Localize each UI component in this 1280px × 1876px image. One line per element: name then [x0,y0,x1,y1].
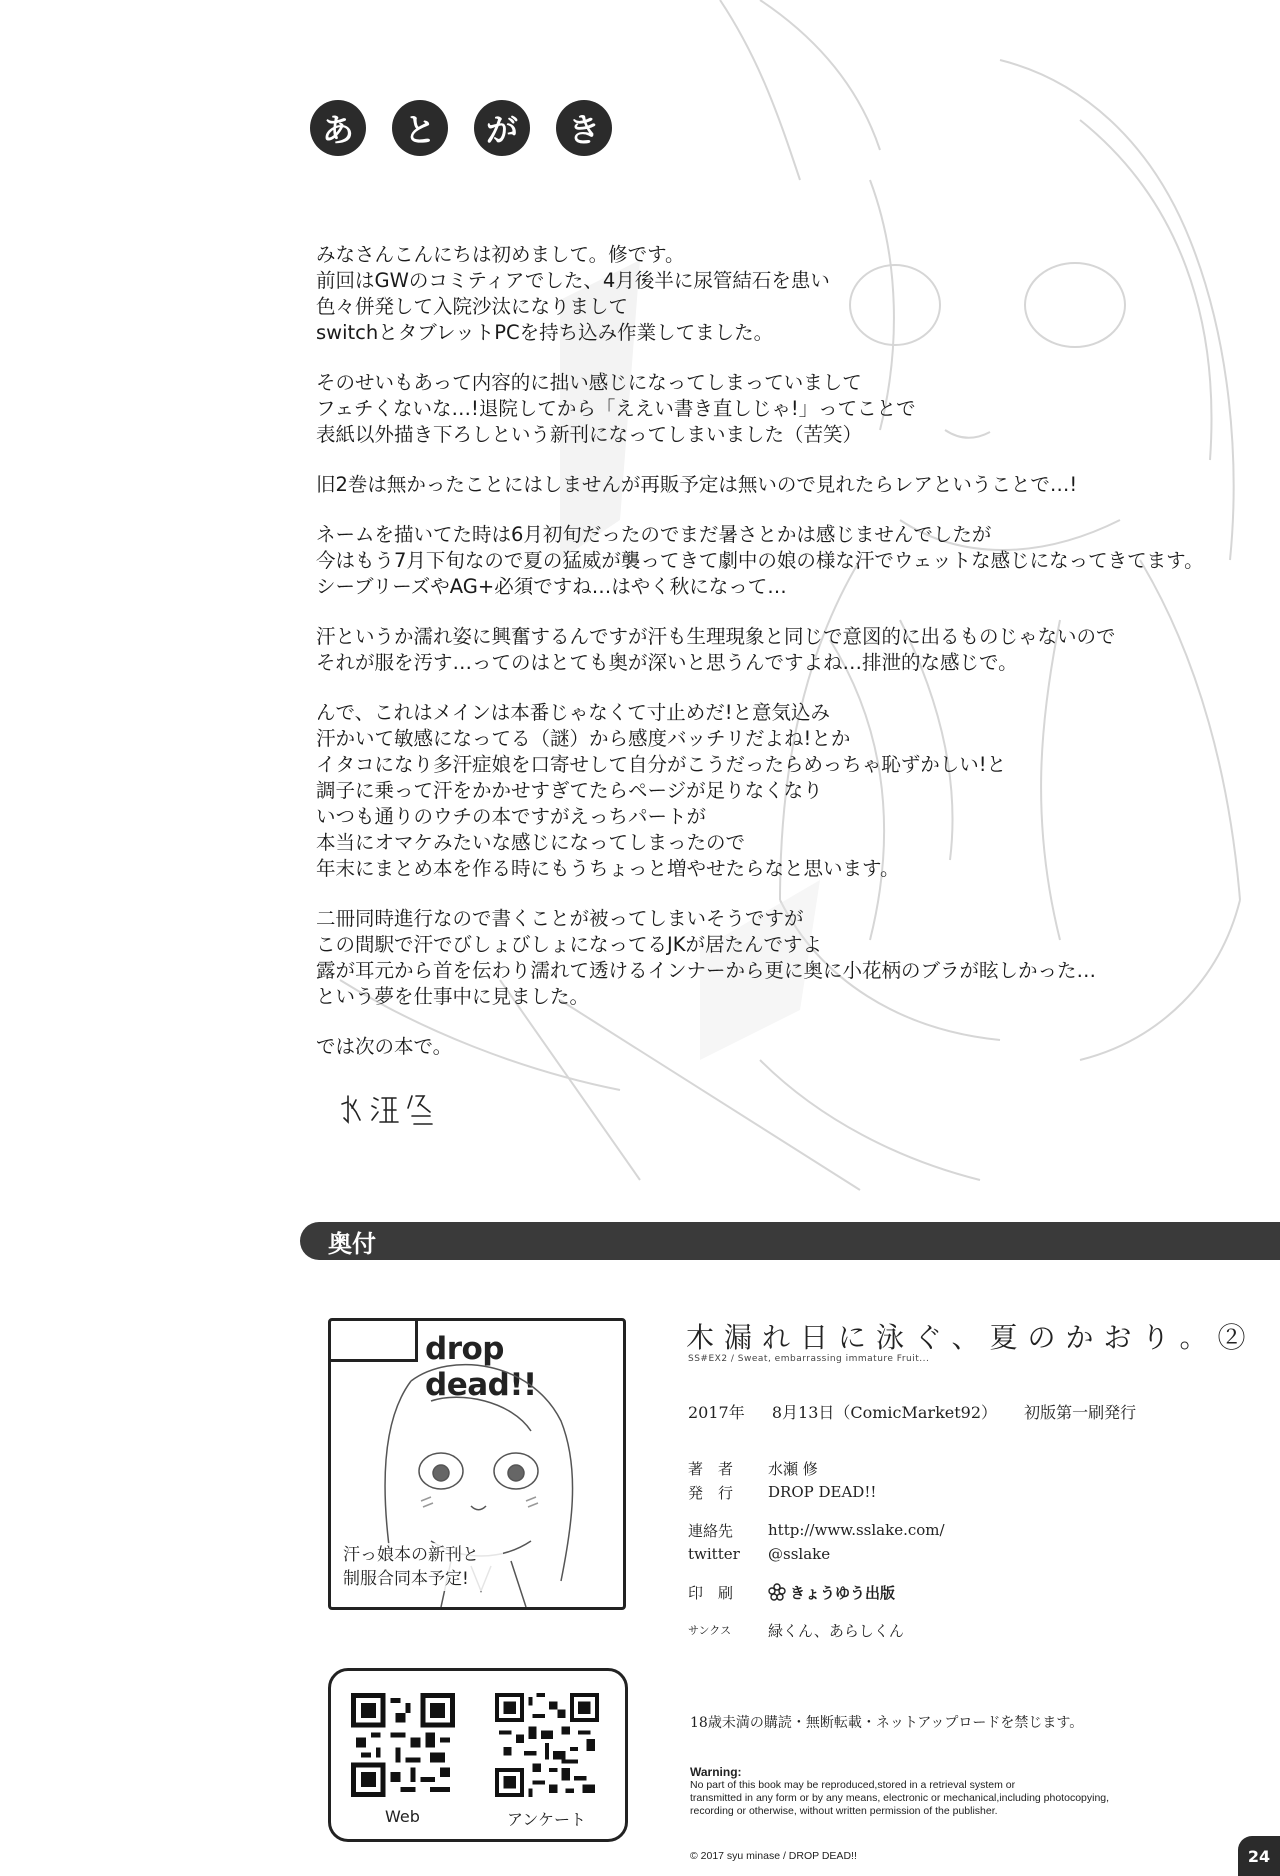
credit-key: twitter [688,1545,740,1563]
promo-note [343,1543,503,1591]
text-line: 旧2巻は無かったことにはしませんが再販予定は無いので見れたらレアということで…! [316,473,1078,496]
text-line: ネームを描いてた時は6月初旬だったのでまだ暑さとかは感じませんでしたが [316,523,992,546]
text-line: 色々併発して入院沙汰になりまして [316,295,629,318]
survey-qr-code[interactable] [495,1693,599,1797]
text-line: いつも通りのウチの本ですがえっちパートが [316,805,707,828]
text-line: そのせいもあって内容的に拙い感じになってしまっていまして [316,371,862,394]
text-line: では次の本で。 [316,1035,453,1058]
credit-key: 連絡先 [688,1521,734,1540]
afterword-body [316,242,1236,1084]
heading-char: と [392,100,448,156]
credit-value: 水瀬 修 [768,1459,818,1478]
pub-edition: 初版第一刷発行 [1024,1403,1137,1422]
warning-heading: Warning: [690,1765,742,1779]
credit-row [688,1456,945,1480]
warning-line: No part of this book may be reproduced,stored in a retrieval system or [690,1779,1016,1791]
book-title: 木漏れ日に泳ぐ、夏のかおり。② [686,1321,1256,1354]
heading-char: が [474,100,530,156]
circle-logo: drop dead!! [425,1331,537,1403]
afterword-paragraph [316,624,1236,676]
age-restriction-notice: 18歳未満の購読・無断転載・ネットアップロードを禁じます。 [690,1715,1084,1731]
text-line: みなさんこんにちは初めまして。修です。 [316,243,685,266]
pub-year: 2017年 [688,1403,745,1422]
warning-line: transmitted in any form or by any means, electronic or mechanical,including photocopying, [690,1792,1110,1804]
text-line: 汗かいて敏感になってる（謎）から感度バッチリだよね!とか [316,727,851,750]
credit-value: DROP DEAD!! [768,1483,877,1501]
afterword-heading [310,100,612,156]
twitter-handle: @sslake [768,1545,831,1563]
text-line: 本当にオマケみたいな感じになってしまったので [316,831,746,854]
web-qr-label: Web [385,1807,420,1826]
text-line: 今はもう7月下旬なので夏の猛威が襲ってきて劇中の娘の様な汗でウェットな感じになってきてます。 [316,549,1204,572]
afterword-paragraph [316,472,1236,498]
text-line: んで、これはメインは本番じゃなくて寸止めだ!と意気込み [316,701,831,724]
credit-row [688,1580,945,1604]
text-line: という夢を仕事中に見ました。 [316,985,590,1008]
copyright-warning [690,1766,1170,1818]
credit-key: 著 者 [688,1459,734,1478]
afterword-paragraph [316,1034,1236,1060]
page-number: 24 [1238,1836,1280,1876]
colophon-band [300,1222,1280,1260]
credit-row [688,1518,945,1542]
promo-note-line: 制服合同本予定! [343,1569,469,1589]
copyright-line: © 2017 syu minase / DROP DEAD!! [690,1850,857,1862]
afterword-paragraph [316,242,1236,346]
credit-row [688,1480,945,1504]
afterword-paragraph [316,700,1236,882]
publication-date [688,1400,1158,1423]
pub-day: 8月13日（ComicMarket92） [771,1403,998,1422]
credit-key: サンクス [688,1624,732,1637]
credit-key: 印 刷 [688,1583,734,1602]
printer-logo [768,1582,895,1603]
colophon-label: 奥付 [328,1229,376,1258]
promo-note-line: 汗っ娘本の新刊と [343,1545,479,1565]
website-link[interactable]: http://www.sslake.com/ [768,1521,945,1539]
text-line: 露が耳元から首を伝わり濡れて透けるインナーから更に奥に小花柄のブラが眩しかった… [316,959,1097,982]
credit-key: 発 行 [688,1483,734,1502]
survey-qr-label: アンケート [507,1810,587,1829]
printer-name: きょうゆう出版 [790,1583,896,1602]
text-line: 表紙以外描き下ろしという新刊になってしまいました（苦笑） [316,423,863,446]
promo-tab [331,1321,418,1362]
promo-box [328,1318,626,1610]
text-line: 汗というか濡れ姿に興奮するんですが汗も生理現象と同じで意図的に出るものじゃないので [316,625,1116,648]
heading-char: あ [310,100,366,156]
warning-line: recording or otherwise, without written permission of the publisher. [690,1805,998,1817]
text-line: 年末にまとめ本を作る時にもうちょっと増やせたらなと思います。 [316,857,900,880]
credit-value: 緑くん、あらしくん [768,1621,904,1640]
credit-row [688,1618,945,1642]
handwritten-signature [340,1082,460,1132]
text-line: それが服を汚す…ってのはとても奥が深いと思うんですよね…排泄的な感じで。 [316,651,1018,674]
text-line: フェチくないな…!退院してから「ええい書き直しじゃ!」ってことで [316,397,916,420]
web-qr-code[interactable] [351,1693,455,1797]
afterword-paragraph [316,906,1236,1010]
text-line: この間駅で汗でびしょびしょになってるJKが居たんですよ [316,933,823,956]
afterword-paragraph [316,522,1236,600]
text-line: 調子に乗って汗をかかせすぎてたらページが足りなくなり [316,779,823,802]
text-line: 二冊同時進行なので書くことが被ってしまいそうですが [316,907,804,930]
credit-row [688,1542,945,1566]
qr-box [328,1668,628,1842]
heading-char: き [556,100,612,156]
text-line: switchとタブレットPCを持ち込み作業してました。 [316,321,774,344]
afterword-paragraph [316,370,1236,448]
credits-list [688,1456,945,1642]
text-line: イタコになり多汗症娘を口寄せして自分がこうだったらめっちゃ恥ずかしい!と [316,753,1007,776]
book-subtitle: SS#EX2 / Sweat, embarrassing immature Fruit... [688,1354,930,1364]
text-line: シーブリーズやAG+必須ですね…はやく秋になって… [316,575,787,598]
text-line: 前回はGWのコミティアでした、4月後半に尿管結石を患い [316,269,830,292]
flower-icon [768,1583,786,1601]
